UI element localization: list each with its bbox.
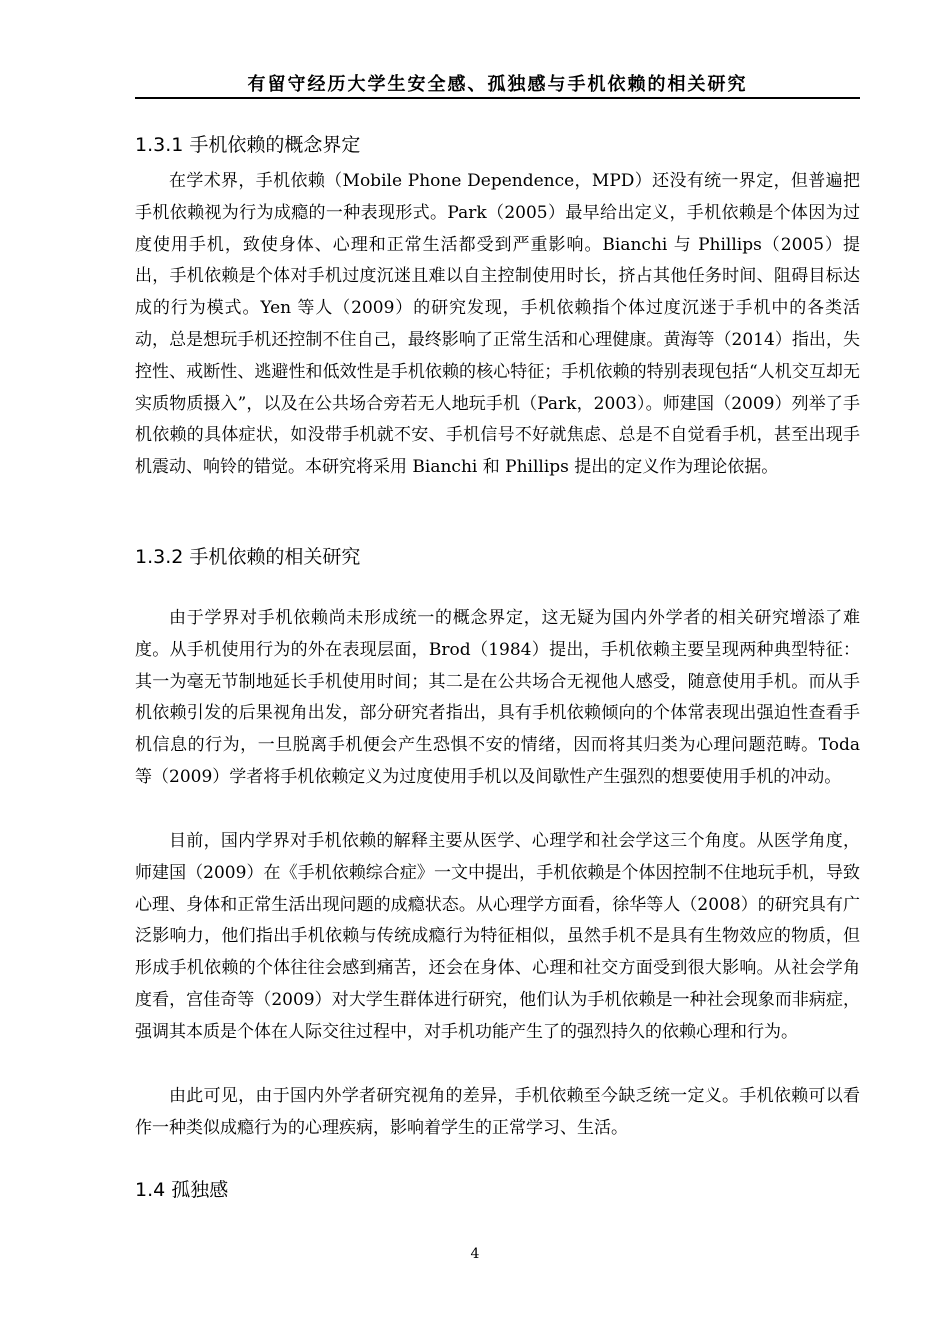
section-heading-1-3-2: 1.3.2 手机依赖的相关研究 [135, 546, 361, 568]
paragraph-1-3-1: 在学术界，手机依赖（Mobile Phone Dependence，MPD）还没有统一界定，但普遍把手机依赖视为行为成瘾的一种表现形式。Park（2005）最早给出定义，手机依赖是个体因为过度使用手机，致使身体、心理和正常生活都受到严重影响。Bianchi 与 Phillips（2005）提出，手机依赖是个体对手机过度沉迷且难以自主控制使用时长，挤占其他任务时间、阻碍目标达成的行为模式。Yen 等人（2009）的研究发现，手机依赖指个体过度沉迷于手机中的各类活动，总是想玩手机还控制不住自己，最终影响了正常生活和心理健康。黄海等（2014）指出，失控性、戒断性、逃避性和低效性是手机依赖的核心特征；手机依赖的特别表现包括“人机交互却无实质物质摄入”，以及在公共场合旁若无人地玩手机（Park，2003）。师建国（2009）列举了手机依赖的具体症状，如没带手机就不安、手机信号不好就焦虑、总是不自觉看手机，甚至出现手机震动、响铃的错觉。本研究将采用 Bianchi 和 Phillips 提出的定义作为理论依据。 [135, 171, 860, 478]
page-number: 4 [470, 1246, 480, 1262]
paragraph-1-3-2-b: 目前，国内学界对手机依赖的解释主要从医学、心理学和社会学这三个角度。从医学角度，师建国（2009）在《手机依赖综合症》一文中提出，手机依赖是个体因控制不住地玩手机，导致心理、身体和正常生活出现问题的成瘾状态。从心理学方面看，徐华等人（2008）的研究具有广泛影响力，他们指出手机依赖与传统成瘾行为特征相似，虽然手机不是具有生物效应的物质，但形成手机依赖的个体往往会感到痛苦，还会在身体、心理和社交方面受到很大影响。从社会学角度看，宫佳奇等（2009）对大学生群体进行研究，他们认为手机依赖是一种社会现象而非病症，强调其本质是个体在人际交往过程中，对手机功能产生了的强烈持久的依赖心理和行为。 [135, 831, 860, 1042]
running-header: 有留守经历大学生安全感、孤独感与手机依赖的相关研究 [247, 74, 748, 95]
paragraph-1-3-2-a: 由于学界对手机依赖尚未形成统一的概念界定，这无疑为国内外学者的相关研究增添了难度。从手机使用行为的外在表现层面，Brod（1984）提出，手机依赖主要呈现两种典型特征：其一为毫无节制地延长手机使用时间；其二是在公共场合无视他人感受，随意使用手机。而从手机依赖引发的后果视角出发，部分研究者指出，具有手机依赖倾向的个体常表现出强迫性查看手机信息的行为，一旦脱离手机便会产生恐惧不安的情绪，因而将其归类为心理问题范畴。Toda 等（2009）学者将手机依赖定义为过度使用手机以及间歇性产生强烈的想要使用手机的冲动。 [135, 608, 860, 787]
section-heading-1-3-1: 1.3.1 手机依赖的概念界定 [135, 134, 361, 156]
paragraph-1-3-2-c: 由此可见，由于国内外学者研究视角的差异，手机依赖至今缺乏统一定义。手机依赖可以看作一种类似成瘾行为的心理疾病，影响着学生的正常学习、生活。 [135, 1086, 860, 1138]
section-heading-1-4: 1.4 孤独感 [135, 1179, 229, 1201]
header-rule [135, 97, 860, 99]
